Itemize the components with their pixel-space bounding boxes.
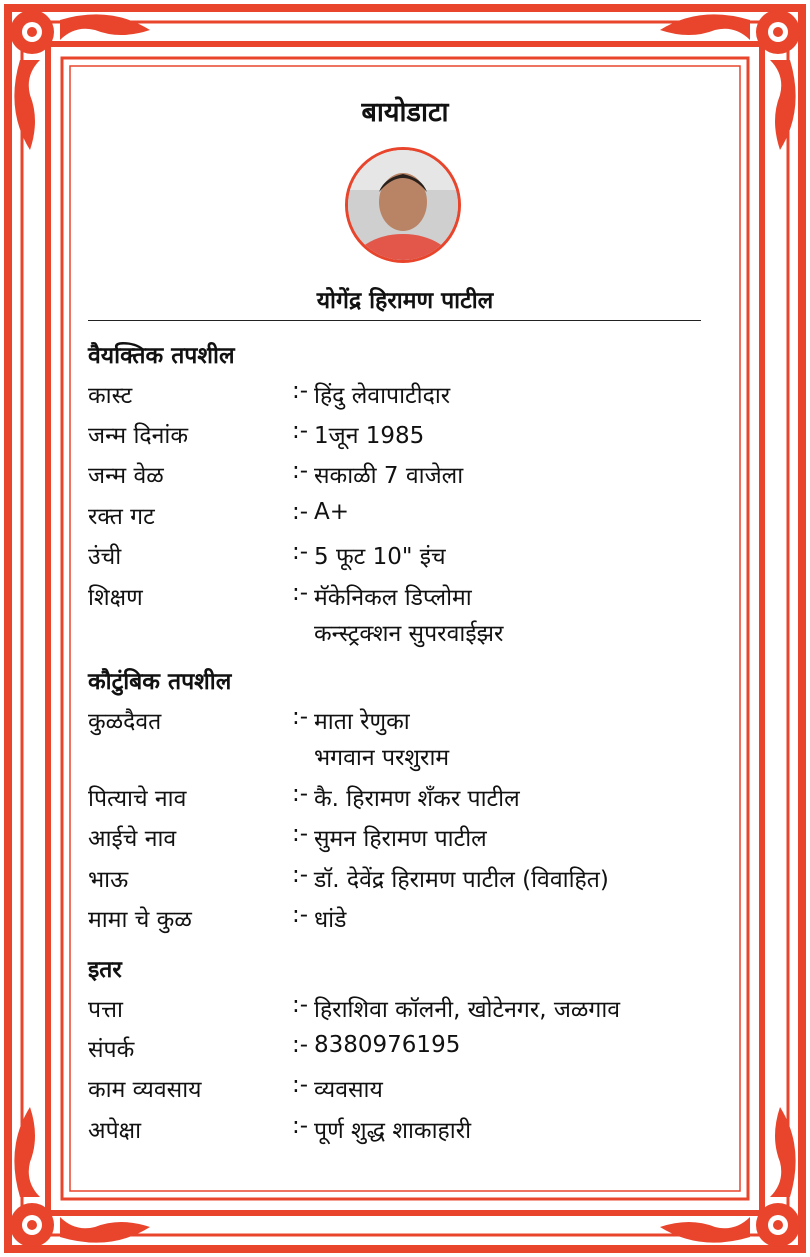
row-label: जन्म दिनांक (88, 423, 189, 449)
row-value: 5 फूट 10" इंच (314, 544, 446, 570)
row-label: पत्ता (88, 997, 123, 1023)
row-value-line2: भगवान परशुराम (314, 745, 450, 771)
page-title: बायोडाटा (361, 97, 449, 128)
detail-row (88, 580, 718, 652)
row-value: कै. हिरामण शँकर पाटील (314, 786, 520, 812)
row-label: जन्म वेळ (88, 463, 164, 489)
section-heading-personal: वैयक्तिक तपशील (88, 343, 235, 369)
detail-row (88, 992, 718, 1028)
section-heading-other: इतर (88, 957, 122, 983)
detail-row (88, 499, 718, 535)
row-value: सकाळी 7 वाजेला (314, 463, 464, 489)
row-value: हिराशिवा कॉलनी, खोटेनगर, जळगाव (314, 997, 621, 1023)
row-label: शिक्षण (88, 585, 143, 611)
detail-row (88, 539, 718, 575)
row-separator: :- (292, 1032, 309, 1058)
row-label: उंची (88, 544, 122, 570)
detail-row (88, 458, 718, 494)
row-label: कुळदैवत (88, 709, 162, 735)
row-label: भाऊ (88, 867, 129, 893)
row-separator: :- (292, 580, 309, 606)
row-label: मामा चे कुळ (88, 907, 192, 933)
detail-row (88, 862, 718, 898)
detail-row (88, 418, 718, 454)
row-label: काम व्यवसाय (88, 1077, 202, 1103)
avatar-icon (348, 150, 458, 260)
row-label: संपर्क (88, 1037, 135, 1063)
divider (88, 320, 701, 321)
row-separator: :- (292, 902, 309, 928)
row-separator: :- (292, 992, 309, 1018)
row-value: पूर्ण शुद्ध शाकाहारी (314, 1118, 472, 1144)
row-value: हिंदु लेवापाटीदार (314, 383, 451, 409)
detail-row (88, 821, 718, 857)
row-separator: :- (292, 821, 309, 847)
row-value: व्यवसाय (314, 1077, 383, 1103)
candidate-name: योगेंद्र हिरामण पाटील (316, 288, 494, 314)
row-separator: :- (292, 1113, 309, 1139)
row-value: मॅकेनिकल डिप्लोमा (314, 585, 472, 611)
row-separator: :- (292, 458, 309, 484)
section-heading-family: कौटुंबिक तपशील (88, 669, 232, 695)
row-label: रक्त गट (88, 504, 155, 530)
detail-row (88, 1072, 718, 1108)
detail-row (88, 704, 718, 776)
detail-row (88, 378, 718, 414)
row-value: डॉ. देवेंद्र हिरामण पाटील (विवाहित) (314, 867, 609, 893)
row-separator: :- (292, 378, 309, 404)
row-separator: :- (292, 418, 309, 444)
row-value: A+ (314, 499, 350, 525)
row-label: कास्ट (88, 383, 133, 409)
detail-row (88, 781, 718, 817)
row-value: धांडे (314, 907, 347, 933)
detail-row (88, 1113, 718, 1149)
profile-photo (345, 147, 461, 263)
row-separator: :- (292, 539, 309, 565)
detail-row (88, 902, 718, 938)
row-label: पित्याचे नाव (88, 786, 187, 812)
row-value-line2: कन्स्ट्रक्शन सुपरवाईझर (314, 621, 504, 647)
row-separator: :- (292, 1072, 309, 1098)
row-label: आईचे नाव (88, 826, 177, 852)
detail-row (88, 1032, 718, 1068)
row-value: सुमन हिरामण पाटील (314, 826, 487, 852)
row-label: अपेक्षा (88, 1118, 142, 1144)
row-separator: :- (292, 499, 309, 525)
row-value: माता रेणुका (314, 709, 410, 735)
row-separator: :- (292, 862, 309, 888)
row-separator: :- (292, 704, 309, 730)
row-separator: :- (292, 781, 309, 807)
row-value: 8380976195 (314, 1032, 461, 1058)
row-value: 1जून 1985 (314, 423, 425, 449)
